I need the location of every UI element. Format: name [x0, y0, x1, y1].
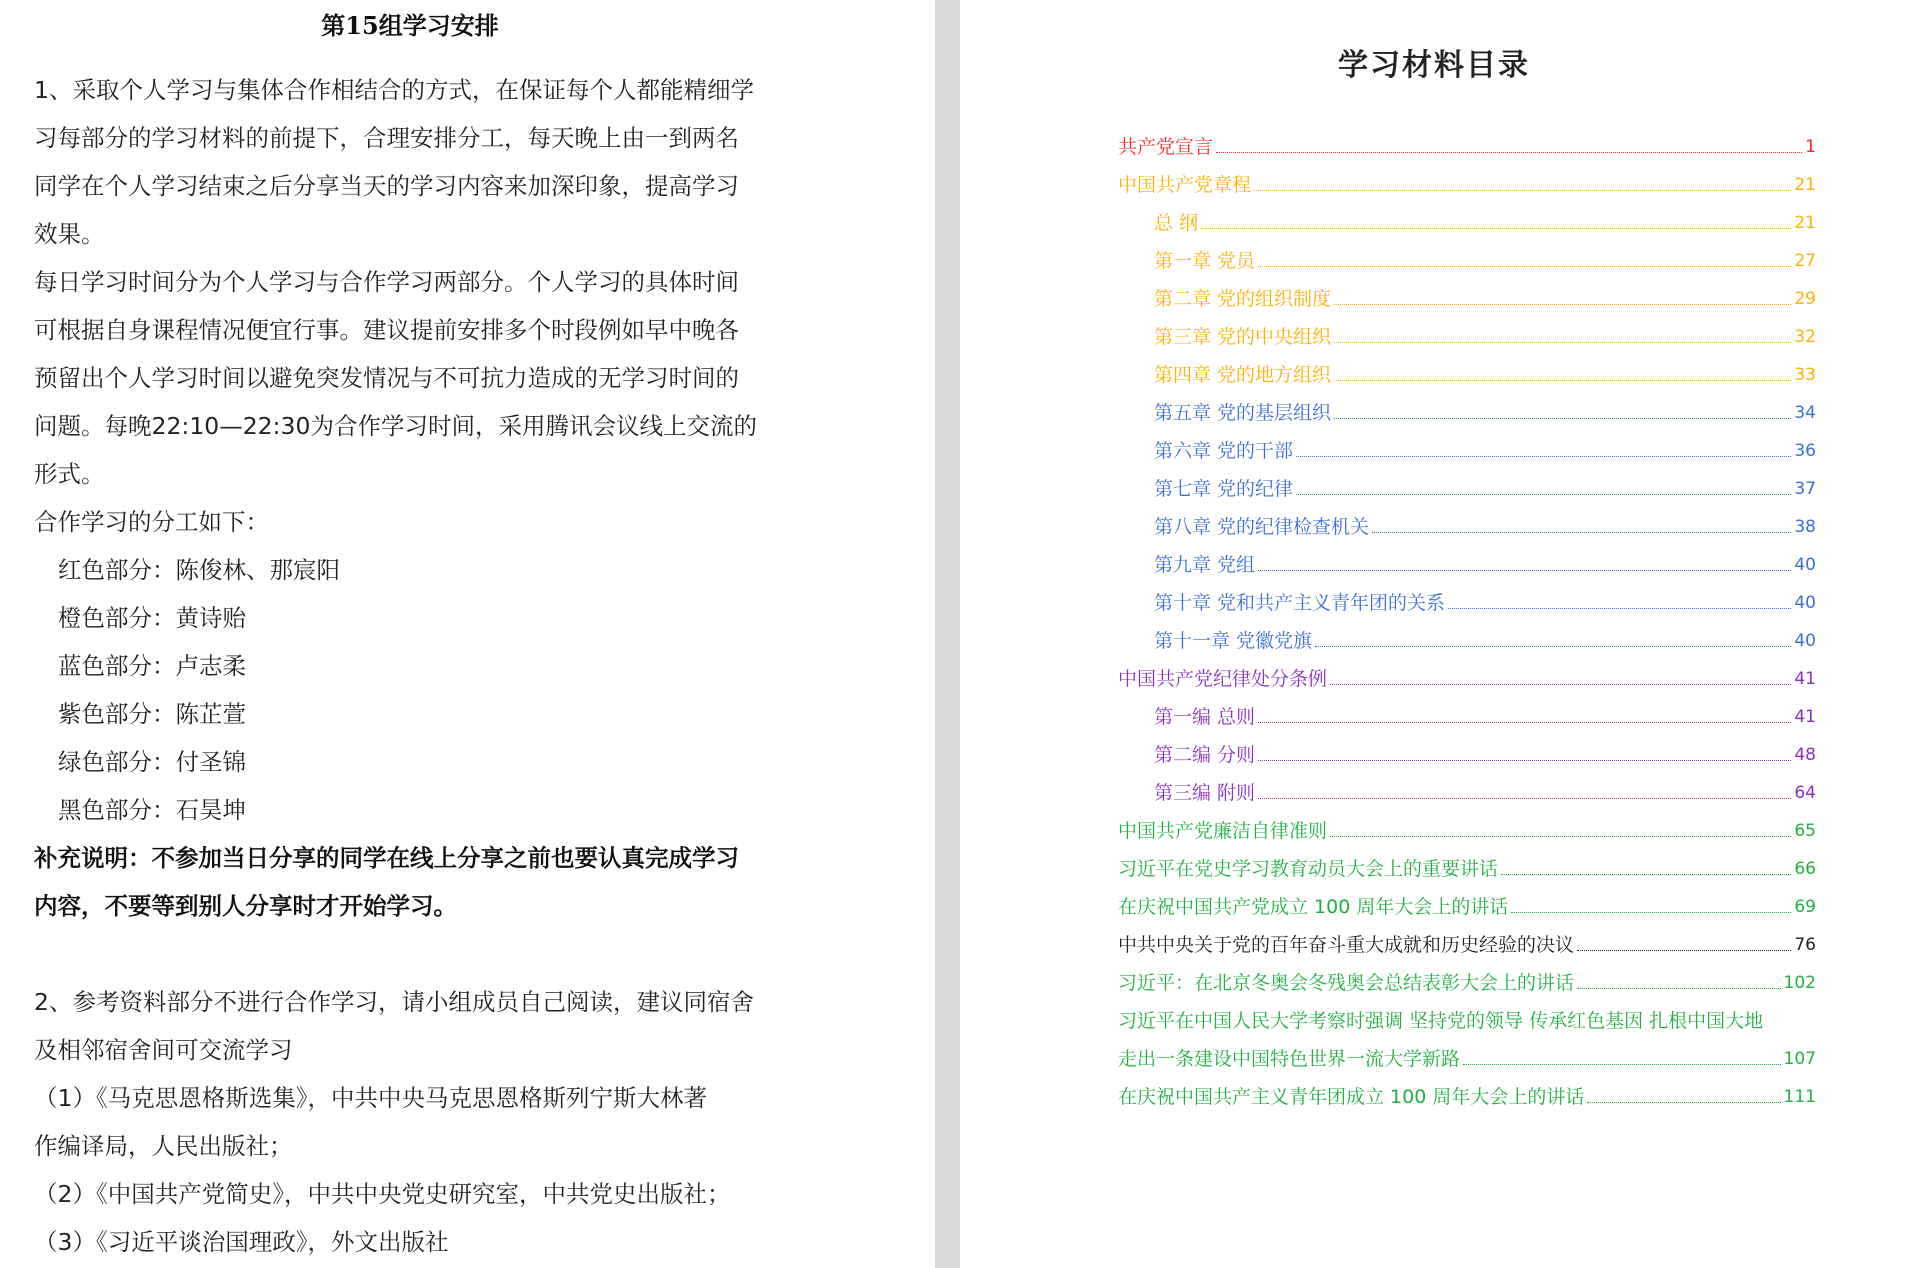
- toc-entry-page: 1: [1805, 137, 1816, 157]
- toc-leader: [1254, 190, 1791, 191]
- left-document-page: [0, 0, 935, 1268]
- toc-leader: [1296, 456, 1791, 457]
- toc-entry-page: 36: [1794, 441, 1816, 461]
- reference-line: 及相邻宿舍间可交流学习: [34, 1036, 293, 1064]
- reference-line: 作编译局，人民出版社；: [34, 1132, 293, 1160]
- toc-entry-label: 中国共产党廉洁自律准则: [1118, 820, 1328, 842]
- toc-entry[interactable]: [1118, 1033, 1816, 1071]
- toc-entry-label: 第九章 党组: [1154, 554, 1256, 576]
- toc-entry[interactable]: [1118, 235, 1816, 273]
- toc-entry[interactable]: [1118, 805, 1816, 843]
- toc-leader: [1501, 874, 1791, 875]
- toc-entry-label: 第八章 党的纪律检查机关: [1154, 516, 1370, 538]
- study-plan-title: 第15组学习安排: [321, 11, 499, 40]
- reference-line: （1）《马克思恩格斯选集》，中共中央马克思恩格斯列宁斯大林著: [34, 1084, 707, 1112]
- toc-entry-label: 第一编 总则: [1154, 706, 1256, 728]
- toc-entry[interactable]: [1118, 653, 1816, 691]
- toc-entry-page: 38: [1794, 517, 1816, 537]
- toc-leader: [1258, 722, 1791, 723]
- toc-leader: [1463, 1064, 1781, 1065]
- toc-entry-label: 总 纲: [1154, 212, 1199, 234]
- toc-leader: [1448, 608, 1791, 609]
- assignment-blue: 蓝色部分：卢志柔: [58, 652, 246, 680]
- toc-leader: [1258, 570, 1791, 571]
- toc-entry[interactable]: [1118, 159, 1816, 197]
- toc-leader: [1372, 532, 1791, 533]
- toc-leader: [1334, 304, 1791, 305]
- toc-entry-page: 102: [1783, 973, 1816, 993]
- toc-entry[interactable]: [1118, 311, 1816, 349]
- page-gutter: [935, 0, 960, 1268]
- toc-entry[interactable]: [1118, 1071, 1816, 1109]
- assignment-orange: 橙色部分：黄诗贻: [58, 604, 246, 632]
- toc-entry[interactable]: [1118, 425, 1816, 463]
- toc-leader: [1258, 798, 1791, 799]
- toc-entry[interactable]: [1118, 995, 1816, 1033]
- table-of-contents: [1118, 121, 1816, 1109]
- toc-entry-label: 第七章 党的纪律: [1154, 478, 1294, 500]
- toc-entry[interactable]: [1118, 615, 1816, 653]
- toc-entry-label: 第六章 党的干部: [1154, 440, 1294, 462]
- toc-entry-page: 65: [1794, 821, 1816, 841]
- right-document-page: [960, 0, 1908, 1268]
- toc-entry-label: 中共中央关于党的百年奋斗重大成就和历史经验的决议: [1118, 934, 1575, 956]
- toc-leader: [1315, 646, 1791, 647]
- toc-entry[interactable]: [1118, 957, 1816, 995]
- toc-entry-page: 41: [1794, 669, 1816, 689]
- toc-leader: [1201, 228, 1791, 229]
- toc-entry-page: 40: [1794, 631, 1816, 651]
- toc-entry[interactable]: [1118, 767, 1816, 805]
- toc-entry-page: 41: [1794, 707, 1816, 727]
- toc-entry-page: 29: [1794, 289, 1816, 309]
- toc-entry[interactable]: [1118, 121, 1816, 159]
- toc-entry-label: 习近平在中国人民大学考察时强调 坚持党的领导 传承红色基因 扎根中国大地: [1118, 1010, 1764, 1032]
- toc-leader: [1334, 418, 1791, 419]
- toc-leader: [1577, 988, 1781, 989]
- toc-entry-page: 27: [1794, 251, 1816, 271]
- toc-entry-page: 69: [1794, 897, 1816, 917]
- toc-entry[interactable]: [1118, 349, 1816, 387]
- assignment-green: 绿色部分：付圣锦: [58, 748, 246, 776]
- paragraph-line: 问题。每晚22:10—22:30为合作学习时间，采用腾讯会议线上交流的: [34, 412, 757, 440]
- toc-entry-page: 32: [1794, 327, 1816, 347]
- toc-entry[interactable]: [1118, 387, 1816, 425]
- paragraph-line: 形式。: [34, 460, 105, 488]
- reference-line: （2）《中国共产党简史》，中共中央党史研究室，中共党史出版社；: [34, 1180, 731, 1208]
- toc-entry-label: 走出一条建设中国特色世界一流大学新路: [1118, 1048, 1461, 1070]
- toc-leader: [1216, 152, 1802, 153]
- paragraph-line: 同学在个人学习结束之后分享当天的学习内容来加深印象，提高学习: [34, 172, 739, 200]
- reference-line: 2、参考资料部分不进行合作学习，请小组成员自己阅读，建议同宿舍: [34, 988, 754, 1016]
- toc-entry-label: 第一章 党员: [1154, 250, 1256, 272]
- toc-entry-page: 111: [1783, 1087, 1816, 1107]
- toc-title: 学习材料目录: [1338, 48, 1530, 83]
- paragraph-line: 习每部分的学习材料的前提下，合理安排分工，每天晚上由一到两名: [34, 124, 739, 152]
- reference-line: （3）《习近平谈治国理政》，外文出版社: [34, 1228, 449, 1256]
- toc-leader: [1334, 380, 1791, 381]
- toc-entry-label: 第五章 党的基层组织: [1154, 402, 1332, 424]
- toc-entry-page: 107: [1783, 1049, 1816, 1069]
- toc-entry-label: 习近平在党史学习教育动员大会上的重要讲话: [1118, 858, 1499, 880]
- toc-entry-page: 64: [1794, 783, 1816, 803]
- toc-entry[interactable]: [1118, 539, 1816, 577]
- toc-entry-label: 第十一章 党徽党旗: [1154, 630, 1313, 652]
- toc-entry[interactable]: [1118, 273, 1816, 311]
- supplementary-note: 内容，不要等到别人分享时才开始学习。: [34, 892, 457, 920]
- toc-entry-page: 34: [1794, 403, 1816, 423]
- paragraph-line: 每日学习时间分为个人学习与合作学习两部分。个人学习的具体时间: [34, 268, 739, 296]
- toc-leader: [1296, 494, 1791, 495]
- toc-entry-page: 21: [1794, 175, 1816, 195]
- assignment-purple: 紫色部分：陈芷萱: [58, 700, 246, 728]
- toc-leader: [1511, 912, 1791, 913]
- toc-entry-label: 在庆祝中国共产主义青年团成立 100 周年大会上的讲话: [1118, 1086, 1585, 1108]
- toc-entry-label: 第三章 党的中央组织: [1154, 326, 1332, 348]
- toc-entry[interactable]: [1118, 691, 1816, 729]
- toc-entry-label: 第三编 附则: [1154, 782, 1256, 804]
- toc-entry-page: 40: [1794, 555, 1816, 575]
- paragraph-line: 合作学习的分工如下：: [34, 508, 269, 536]
- toc-entry[interactable]: [1118, 197, 1816, 235]
- paragraph-gap: [34, 930, 804, 978]
- toc-entry-page: 48: [1794, 745, 1816, 765]
- toc-entry-label: 第四章 党的地方组织: [1154, 364, 1332, 386]
- toc-leader: [1258, 760, 1791, 761]
- toc-entry-page: 66: [1794, 859, 1816, 879]
- paragraph-line: 可根据自身课程情况便宜行事。建议提前安排多个时段例如早中晚各: [34, 316, 739, 344]
- toc-entry[interactable]: [1118, 919, 1816, 957]
- toc-leader: [1334, 342, 1791, 343]
- toc-entry-page: 21: [1794, 213, 1816, 233]
- toc-entry-label: 第二章 党的组织制度: [1154, 288, 1332, 310]
- toc-entry[interactable]: [1118, 843, 1816, 881]
- toc-leader: [1330, 836, 1791, 837]
- toc-entry-label: 在庆祝中国共产党成立 100 周年大会上的讲话: [1118, 896, 1509, 918]
- toc-entry-label: 第二编 分则: [1154, 744, 1256, 766]
- toc-entry[interactable]: [1118, 501, 1816, 539]
- toc-entry-label: 第十章 党和共产主义青年团的关系: [1154, 592, 1446, 614]
- toc-entry-page: 37: [1794, 479, 1816, 499]
- toc-entry-page: 40: [1794, 593, 1816, 613]
- assignment-red: 红色部分：陈俊林、那宸阳: [58, 556, 340, 584]
- toc-entry-label: 习近平：在北京冬奥会冬残奥会总结表彰大会上的讲话: [1118, 972, 1575, 994]
- toc-leader: [1258, 266, 1791, 267]
- toc-entry[interactable]: [1118, 881, 1816, 919]
- assignment-black: 黑色部分：石昊坤: [58, 796, 246, 824]
- toc-entry[interactable]: [1118, 577, 1816, 615]
- toc-leader: [1330, 684, 1791, 685]
- paragraph-line: 1、采取个人学习与集体合作相结合的方式，在保证每个人都能精细学: [34, 76, 754, 104]
- toc-entry[interactable]: [1118, 463, 1816, 501]
- toc-entry[interactable]: [1118, 729, 1816, 767]
- supplementary-note: 补充说明：不参加当日分享的同学在线上分享之前也要认真完成学习: [34, 844, 739, 872]
- toc-entry-label: 共产党宣言: [1118, 136, 1214, 158]
- paragraph-line: 效果。: [34, 220, 105, 248]
- toc-entry-label: 中国共产党章程: [1118, 174, 1252, 196]
- toc-entry-label: 中国共产党纪律处分条例: [1118, 668, 1328, 690]
- toc-entry-page: 33: [1794, 365, 1816, 385]
- toc-leader: [1587, 1102, 1780, 1103]
- toc-entry-page: 76: [1794, 935, 1816, 955]
- toc-leader: [1577, 950, 1791, 951]
- paragraph-line: 预留出个人学习时间以避免突发情况与不可抗力造成的无学习时间的: [34, 364, 739, 392]
- study-plan-body: [34, 66, 804, 1266]
